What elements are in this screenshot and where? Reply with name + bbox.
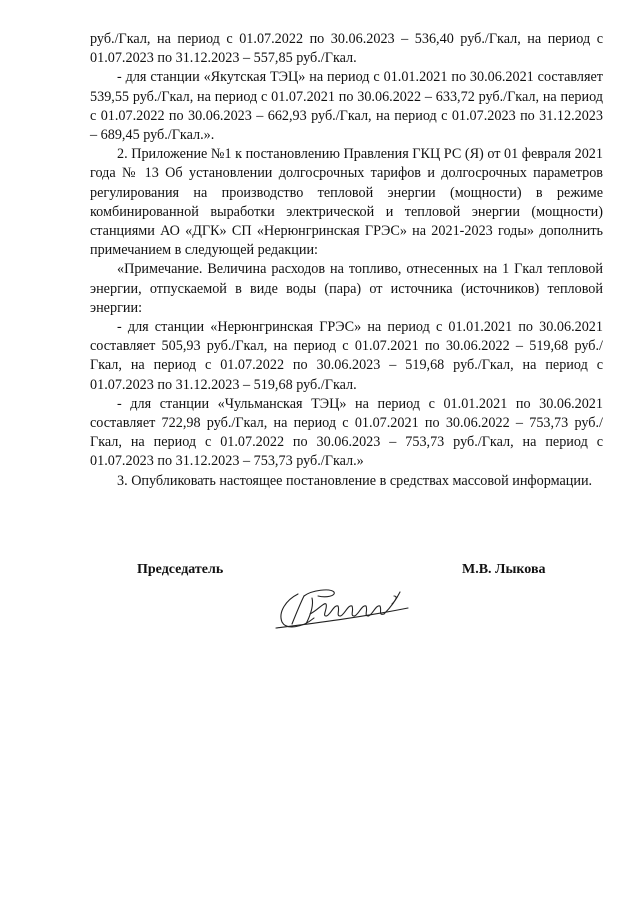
signatory-name: М.В. Лыкова [462, 562, 546, 577]
paragraph-yakutskaya-tec: - для станции «Якутская ТЭЦ» на период с 01.01.2021 по 30.06.2021 составляет 539,55 руб./Гкал, на период с 01.07.2021 по 30.06.2022 – 633,72 руб./Гкал, на период с 01.07.2022 по 30.06.2023 – 662,93 руб./Гкал, на период с 01.07.2023 по 31.12.2023 – 689,45 руб./Гкал.». [90, 69, 603, 144]
handwritten-signature [268, 574, 428, 632]
paragraph-item-3: 3. Опубликовать настоящее постановление в средствах массовой информации. [117, 472, 593, 489]
signatory-title: Председатель [137, 562, 224, 577]
paragraph-neryungrinskaya-gres: - для станции «Нерюнгринская ГРЭС» на период с 01.01.2021 по 30.06.2021 составляет 505,93 руб./Гкал, на период с 01.07.2021 по 30.06.2022 – 519,68 руб./Гкал, на период с 01.07.2022 по 30.06.2023 – 519,68 руб./Гкал, на период с 01.07.2023 по 31.12.2023 – 519,68 руб./Гкал. [90, 319, 603, 393]
document-body [90, 30, 603, 491]
paragraph-item-2: 2. Приложение №1 к постановлению Правления ГКЦ РС (Я) от 01 февраля 2021 года № 13 Об установлении долгосрочных тарифов и долгосрочных параметров регулирования на производство тепловой энергии (мощности) в режиме комбинированной выработки электрической и тепловой энергии (мощности) станциями АО «ДГК» СП «Нерюнгринская ГРЭС» на 2021-2023 годы» дополнить примечанием в следующей редакции: [90, 146, 603, 259]
paragraph-note: «Примечание. Величина расходов на топливо, отнесенных на 1 Гкал тепловой энергии, отпускаемой в виде воды (пара) от источника (источников) тепловой энергии: [90, 261, 603, 316]
paragraph-chulmanskaya-tec: - для станции «Чульманская ТЭЦ» на период с 01.01.2021 по 30.06.2021 составляет 722,98 руб./Гкал, на период с 01.07.2021 по 30.06.2022 – 753,73 руб./Гкал, на период с 01.07.2022 по 30.06.2023 – 753,73 руб./Гкал, на период с 01.07.2023 по 31.12.2023 – 753,73 руб./Гкал.» [90, 395, 603, 470]
signature-block [0, 562, 640, 632]
paragraph-continuation: руб./Гкал, на период с 01.07.2022 по 30.06.2023 – 536,40 руб./Гкал, на период с 01.07.2023 по 31.12.2023 – 557,85 руб./Гкал. [90, 31, 603, 67]
